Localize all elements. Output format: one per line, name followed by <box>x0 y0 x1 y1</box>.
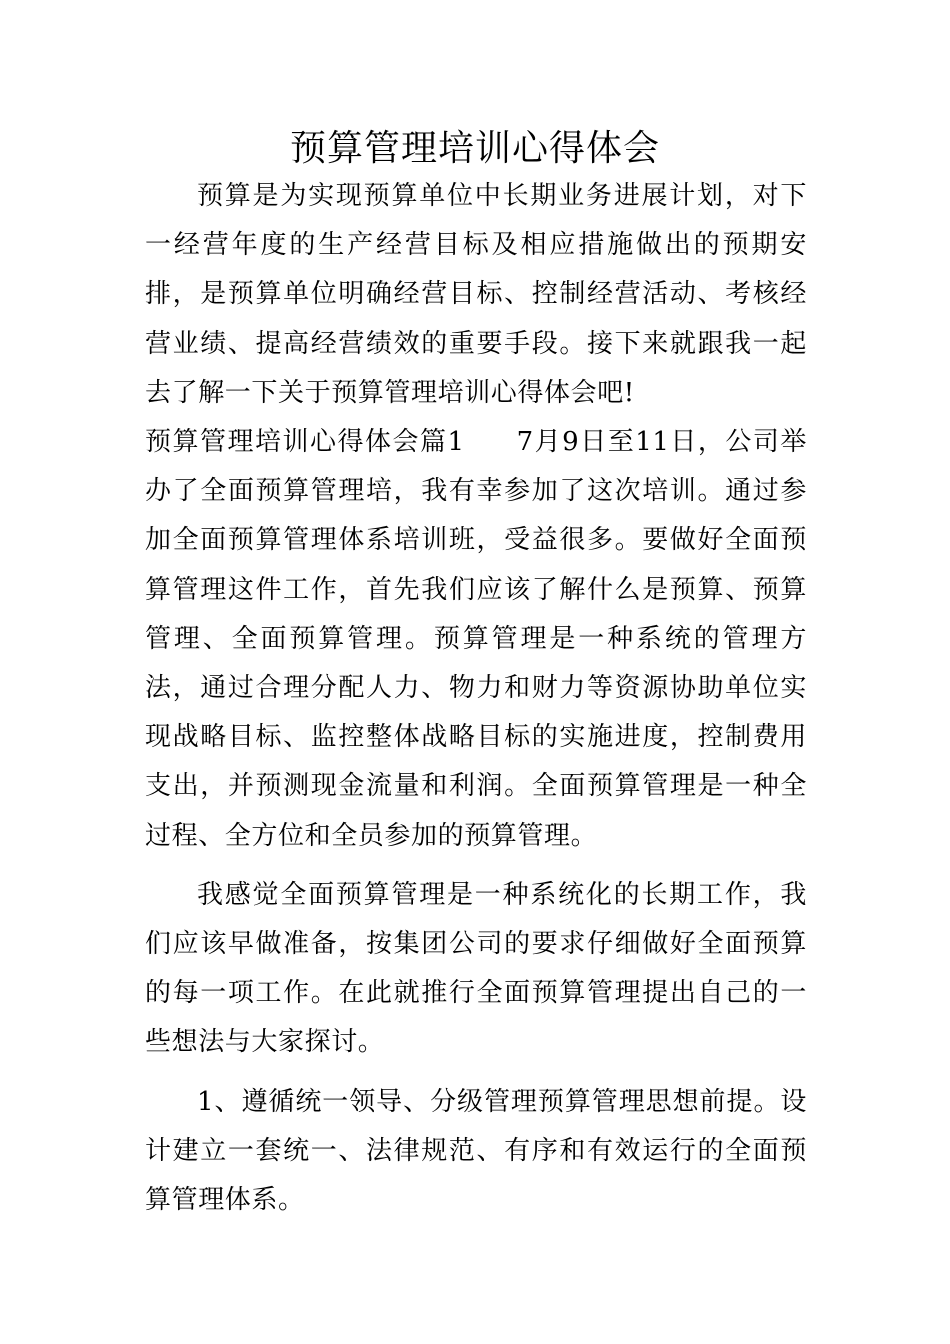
intro-paragraph: 预算是为实现预算单位中长期业务进展计划，对下一经营年度的生产经营目标及相应措施做出的预期安排，是预算单位明确经营目标、控制经营活动、考核经营业绩、提高经营绩效的重要手段。接下来就跟我一起去了解一下关于预算管理培训心得体会吧! <box>145 181 807 408</box>
document-title: 预算管理培训心得体会 <box>289 128 660 169</box>
section-first-paragraph <box>145 418 807 861</box>
paragraph-3: 1、遵循统一领导、分级管理预算管理思想前提。设计建立一套统一、法律规范、有序和有效运行的全面预算管理体系。 <box>145 1086 807 1216</box>
section-first-text: 7月9日至11日，公司举办了全面预算管理培，我有幸参加了这次培训。通过参加全面预算管理体系培训班，受益很多。要做好全面预算管理这件工作，首先我们应该了解什么是预算、预算管理、全面预算管理。预算管理是一种系统的管理方法，通过合理分配人力、物力和财力等资源协助单位实现战略目标、监控整体战略目标的实施进度，控制费用支出，并预测现金流量和利润。全面预算管理是一种全过程、全方位和全员参加的预算管理。 <box>145 427 807 851</box>
section-heading: 预算管理培训心得体会篇1 <box>145 427 465 458</box>
paragraph-2: 我感觉全面预算管理是一种系统化的长期工作，我们应该早做准备，按集团公司的要求仔细做好全面预算的每一项工作。在此就推行全面预算管理提出自己的一些想法与大家探讨。 <box>145 879 807 1058</box>
document-body <box>145 172 807 1225</box>
